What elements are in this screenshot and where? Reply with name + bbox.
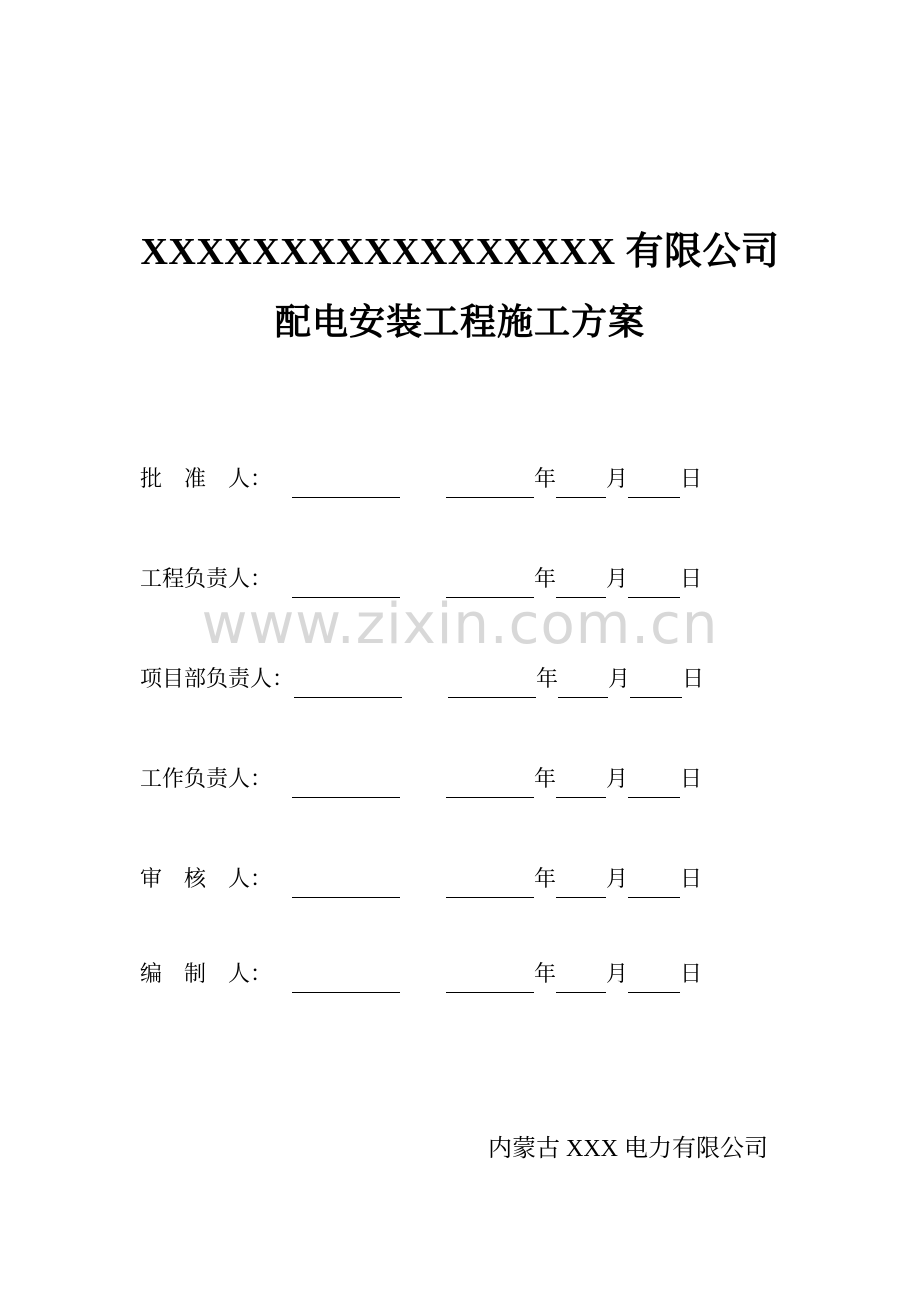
year-blank-line — [446, 871, 534, 898]
day-label: 日 — [680, 766, 703, 791]
year-blank-line — [446, 471, 534, 498]
month-label: 月 — [606, 866, 629, 891]
day-blank-line — [628, 571, 680, 598]
signature-blank-line — [292, 771, 400, 798]
signature-row-project-manager — [140, 562, 760, 594]
day-label: 日 — [682, 666, 705, 691]
day-blank-line — [628, 471, 680, 498]
day-blank-line — [628, 871, 680, 898]
day-label: 日 — [680, 466, 703, 491]
day-blank-line — [628, 966, 680, 993]
signature-blank-line — [292, 471, 400, 498]
month-label: 月 — [606, 566, 629, 591]
month-blank-line — [556, 771, 606, 798]
footer-company-name: 内蒙古 XXX 电力有限公司 — [488, 1136, 768, 1162]
month-label: 月 — [608, 666, 631, 691]
date-fields — [446, 864, 702, 894]
date-fields — [446, 764, 702, 794]
year-blank-line — [446, 571, 534, 598]
month-blank-line — [556, 571, 606, 598]
signature-row-label: 审 核 人： — [140, 866, 273, 891]
document-title: 配电安装工程施工方案 — [274, 302, 645, 342]
signature-blank-line — [292, 966, 400, 993]
day-blank-line — [630, 671, 682, 698]
year-label: 年 — [534, 566, 557, 591]
day-label: 日 — [680, 866, 703, 891]
year-label: 年 — [536, 666, 559, 691]
year-label: 年 — [534, 961, 557, 986]
signature-row-work-manager — [140, 762, 760, 794]
signature-blank-line — [292, 571, 400, 598]
month-label: 月 — [606, 961, 629, 986]
signature-row-label: 工作负责人： — [140, 766, 273, 791]
month-blank-line — [556, 966, 606, 993]
signature-row-label: 工程负责人： — [140, 566, 273, 591]
date-fields — [446, 464, 702, 494]
signature-blank-line — [294, 671, 402, 698]
date-fields — [448, 664, 704, 694]
month-blank-line — [558, 671, 608, 698]
signature-row-label: 编 制 人： — [140, 961, 273, 986]
day-blank-line — [628, 771, 680, 798]
day-label: 日 — [680, 566, 703, 591]
signature-row-reviewer — [140, 862, 760, 894]
month-label: 月 — [606, 466, 629, 491]
year-label: 年 — [534, 766, 557, 791]
year-blank-line — [446, 966, 534, 993]
signature-row-label: 项目部负责人： — [140, 666, 295, 691]
date-fields — [446, 564, 702, 594]
day-label: 日 — [680, 961, 703, 986]
year-label: 年 — [534, 866, 557, 891]
signature-row-approver — [140, 462, 760, 494]
month-blank-line — [556, 471, 606, 498]
month-blank-line — [556, 871, 606, 898]
year-blank-line — [448, 671, 536, 698]
date-fields — [446, 959, 702, 989]
signature-row-compiler — [140, 957, 760, 989]
year-blank-line — [446, 771, 534, 798]
month-label: 月 — [606, 766, 629, 791]
watermark: www.zixin.com.cn — [201, 592, 719, 657]
signature-row-label: 批 准 人： — [140, 466, 273, 491]
company-title: XXXXXXXXXXXXXXXXX 有限公司 — [140, 231, 780, 273]
year-label: 年 — [534, 466, 557, 491]
signature-blank-line — [292, 871, 400, 898]
signature-row-project-dept-manager — [140, 662, 760, 694]
